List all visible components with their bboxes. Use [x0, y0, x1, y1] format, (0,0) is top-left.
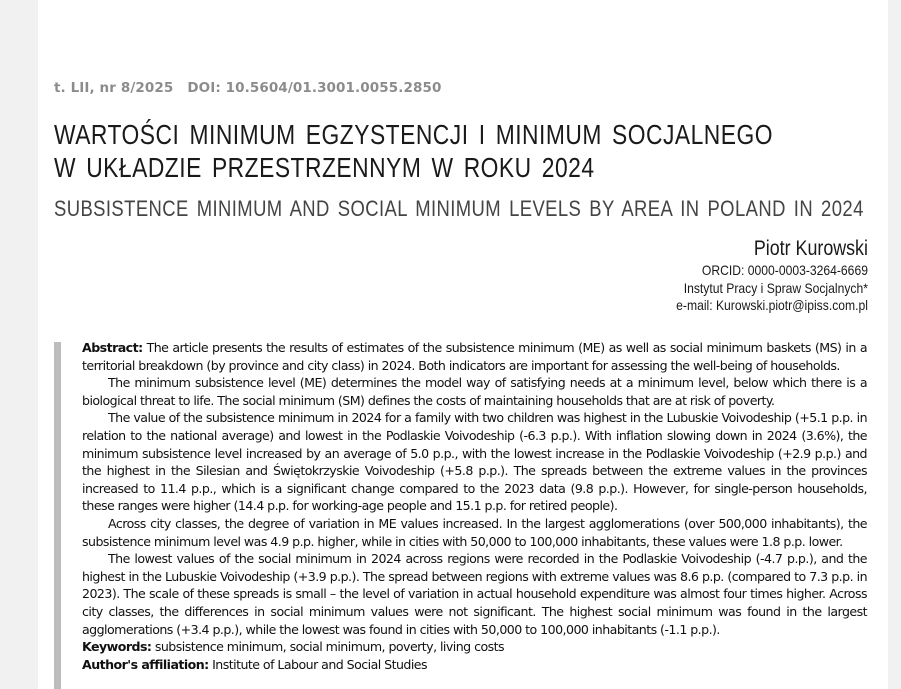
author-institution: Instytut Pracy i Spraw Socjalnych*	[683, 280, 868, 296]
author-orcid[interactable]: ORCID: 0000-0003-3264-6669	[701, 263, 868, 278]
keywords-value: subsistence minimum, social minimum, poverty, living costs	[154, 639, 505, 655]
volume-issue: t. LII, nr 8/2025	[54, 80, 174, 96]
abstract-text-1: The article presents the results of estimates of the subsistence minimum (ME) as well as social minimum baskets (MS) in a territorial breakdown (by province and city class) in 2024. Both indicators are important for assessing the well-being of households.	[82, 340, 867, 373]
journal-meta	[54, 80, 441, 96]
title-polish	[54, 118, 876, 184]
abstract-paragraph-1	[82, 339, 867, 374]
keywords-label: Keywords:	[82, 639, 152, 655]
title-english: SUBSISTENCE MINIMUM AND SOCIAL MINIMUM LEVELS BY AREA IN POLAND IN 2024	[54, 196, 864, 221]
affiliation-line	[82, 656, 867, 674]
author-block	[650, 236, 868, 315]
title-polish-line-1: WARTOŚCI MINIMUM EGZYSTENCJI I MINIMUM SOCJALNEGO	[54, 119, 774, 150]
title-polish-line-2: W UKŁADZIE PRZESTRZENNYM W ROKU 2024	[54, 152, 595, 183]
author-email[interactable]: e-mail: Kurowski.piotr@ipiss.com.pl	[676, 298, 868, 313]
author-name: Piotr Kurowski	[753, 237, 868, 260]
abstract-side-bar	[54, 342, 61, 689]
affiliation-label: Author's affiliation:	[82, 656, 209, 672]
keywords-line	[82, 638, 867, 656]
doi[interactable]: DOI: 10.5604/01.3001.0055.2850	[187, 80, 442, 96]
abstract	[82, 339, 867, 673]
abstract-paragraph-3: The value of the subsistence minimum in 2024 for a family with two children was highest in the Lubuskie Voivodeship (+5.1 p.p. in relation to the national average) and lowest in the Podlaskie Voivodeship (-6.3 p.p.). With inflation slowing down in 2024 (3.6%), the minimum subsistence level increased by an average of 5.0 p.p., with the lowest increase in the Podlaskie Voivodeship (+2.9 p.p.) and the highest in the Silesian and Świętokrzyskie Voivodeship (+5.8 p.p.). The spreads between the extreme values in the provinces increased to 11.4 p.p., which is a significant change compared to the 2023 data (9.8 p.p.). However, for single-person households, these ranges were higher (14.4 p.p. for working-age people and 15.1 p.p. for retired people).	[82, 410, 867, 514]
affiliation-value: Institute of Labour and Social Studies	[212, 656, 428, 672]
abstract-paragraph-2: The minimum subsistence level (ME) determines the model way of satisfying needs at a minimum level, below which there is a biological threat to life. The social minimum (SM) defines the costs of maintaining households that are at risk of poverty.	[82, 375, 867, 408]
document-page	[38, 0, 888, 689]
abstract-label: Abstract:	[82, 340, 143, 355]
abstract-paragraph-5: The lowest values of the social minimum in 2024 across regions were recorded in the Podlaskie Voivodeship (-4.7 p.p.), and the highest in the Lubuskie Voivodeship (+3.9 p.p.). The spread between regions with extreme values was 8.6 p.p. (compared to 7.3 p.p. in 2023). The scale of these spreads is small – the level of variation in actual household expenditure was almost four times higher. Across city classes, the differences in social minimum values were not significant. The highest social minimum was found in the largest agglomerations (+3.4 p.p.), while the lowest was found in cities with 50,000 to 100,000 inhabitants (-1.1 p.p.).	[82, 551, 867, 637]
abstract-paragraph-4: Across city classes, the degree of variation in ME values increased. In the largest agglomerations (over 500,000 inhabitants), the subsistence minimum level was 4.9 p.p. higher, while in cities with 50,000 to 100,000 inhabitants, these values were 1.8 p.p. lower.	[82, 515, 867, 549]
